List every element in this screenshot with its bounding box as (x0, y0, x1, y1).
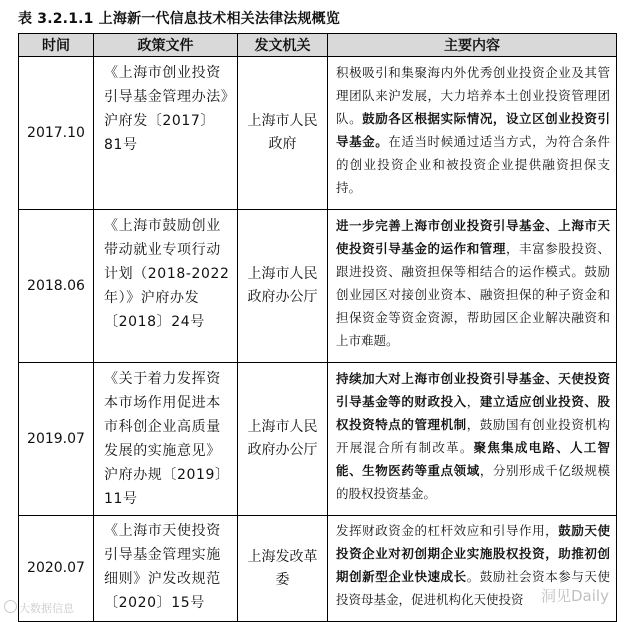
row-content (328, 210, 617, 363)
row-content (328, 57, 617, 210)
watermark-left-text: 大数据信息 (19, 602, 74, 615)
content-segment-bold: 进一步完善上海市创业投资引导基金、上海市天使投资引导基金的运作和管理 (336, 218, 610, 256)
row-issuer: 上海市人民政府办公厅 (238, 210, 328, 363)
content-segment: 在适当时候通过适当方式，为符合条件的创业投资企业和被投资企业提供融资担保支持。 (336, 134, 610, 195)
table-row (19, 363, 617, 516)
row-document: 《上海市鼓励创业带动就业专项行动计划（2018-2022年）》沪府办发〔2018〕24号 (94, 210, 238, 363)
column-header-content: 主要内容 (328, 34, 617, 57)
content-segment: 。鼓励社会资本参与天使投资母基金，促进机构化天使投资 (336, 569, 610, 607)
row-time: 2020.07 (19, 516, 94, 622)
content-segment: ，鼓励国有创业投资机构开展混合所有制改革。 (336, 417, 610, 455)
row-issuer: 上海市人民政府 (238, 57, 328, 210)
policy-table (18, 33, 617, 622)
watermark-left (4, 600, 74, 616)
row-time: 2019.07 (19, 363, 94, 516)
content-segment-bold: 鼓励天使投资企业对初创期企业实施股权投资，助推初创期创新型企业快速成长 (336, 523, 610, 584)
table-row (19, 210, 617, 363)
watermark-logo-icon (4, 600, 17, 613)
table-title: 表 3.2.1.1 上海新一代信息技术相关法律法规概览 (18, 11, 341, 27)
row-time: 2017.10 (19, 57, 94, 210)
content-segment-bold: 鼓励各区根据实际情况，设立区创业投资引导基金。 (336, 111, 610, 149)
row-content (328, 363, 617, 516)
watermark-right (541, 585, 609, 606)
table-row (19, 516, 617, 622)
row-document: 《上海市天使投资引导基金管理实施细则》沪发改规范〔2020〕15号 (94, 516, 238, 622)
content-segment: ，分别形成千亿级规模的股权投资基金。 (336, 463, 610, 501)
row-document: 《上海市创业投资引导基金管理办法》沪府发〔2017〕81号 (94, 57, 238, 210)
column-header-document: 政策文件 (94, 34, 238, 57)
content-segment: ， (466, 394, 480, 409)
row-document: 《关于着力发挥资本市场作用促进本市科创企业高质量发展的实施意见》沪府办规〔2019〕11号 (94, 363, 238, 516)
row-time: 2018.06 (19, 210, 94, 363)
row-issuer: 上海市人民政府办公厅 (238, 363, 328, 516)
watermark-right-text: 洞见Daily (541, 587, 609, 605)
content-segment-bold: 聚焦集成电路、人工智能、生物医药等重点领域 (336, 440, 610, 478)
table-row (19, 57, 617, 210)
content-segment-bold: 持续加大对上海市创业投资引导基金、天使投资引导基金等的财政投入 (336, 371, 610, 409)
table-header-row (19, 34, 617, 57)
row-issuer: 上海发改革委 (238, 516, 328, 622)
content-segment: 积极吸引和集聚海内外优秀创业投资企业及其管理团队来沪发展，大力培养本土创业投资管理团队。 (336, 65, 610, 126)
column-header-issuer: 发文机关 (238, 34, 328, 57)
content-segment: 发挥财政资金的杠杆效应和引导作用， (336, 523, 559, 538)
column-header-time: 时间 (19, 34, 94, 57)
content-segment-bold: 建立适应创业投资、股权投资特点的管理机制 (336, 394, 610, 432)
content-segment: ，丰富参股投资、跟进投资、融资担保等相结合的运作模式。鼓励创业园区对接创业资本、融资担保的种子资金和担保资金等资金资源，帮助园区企业解决融资和上市难题。 (336, 241, 610, 348)
